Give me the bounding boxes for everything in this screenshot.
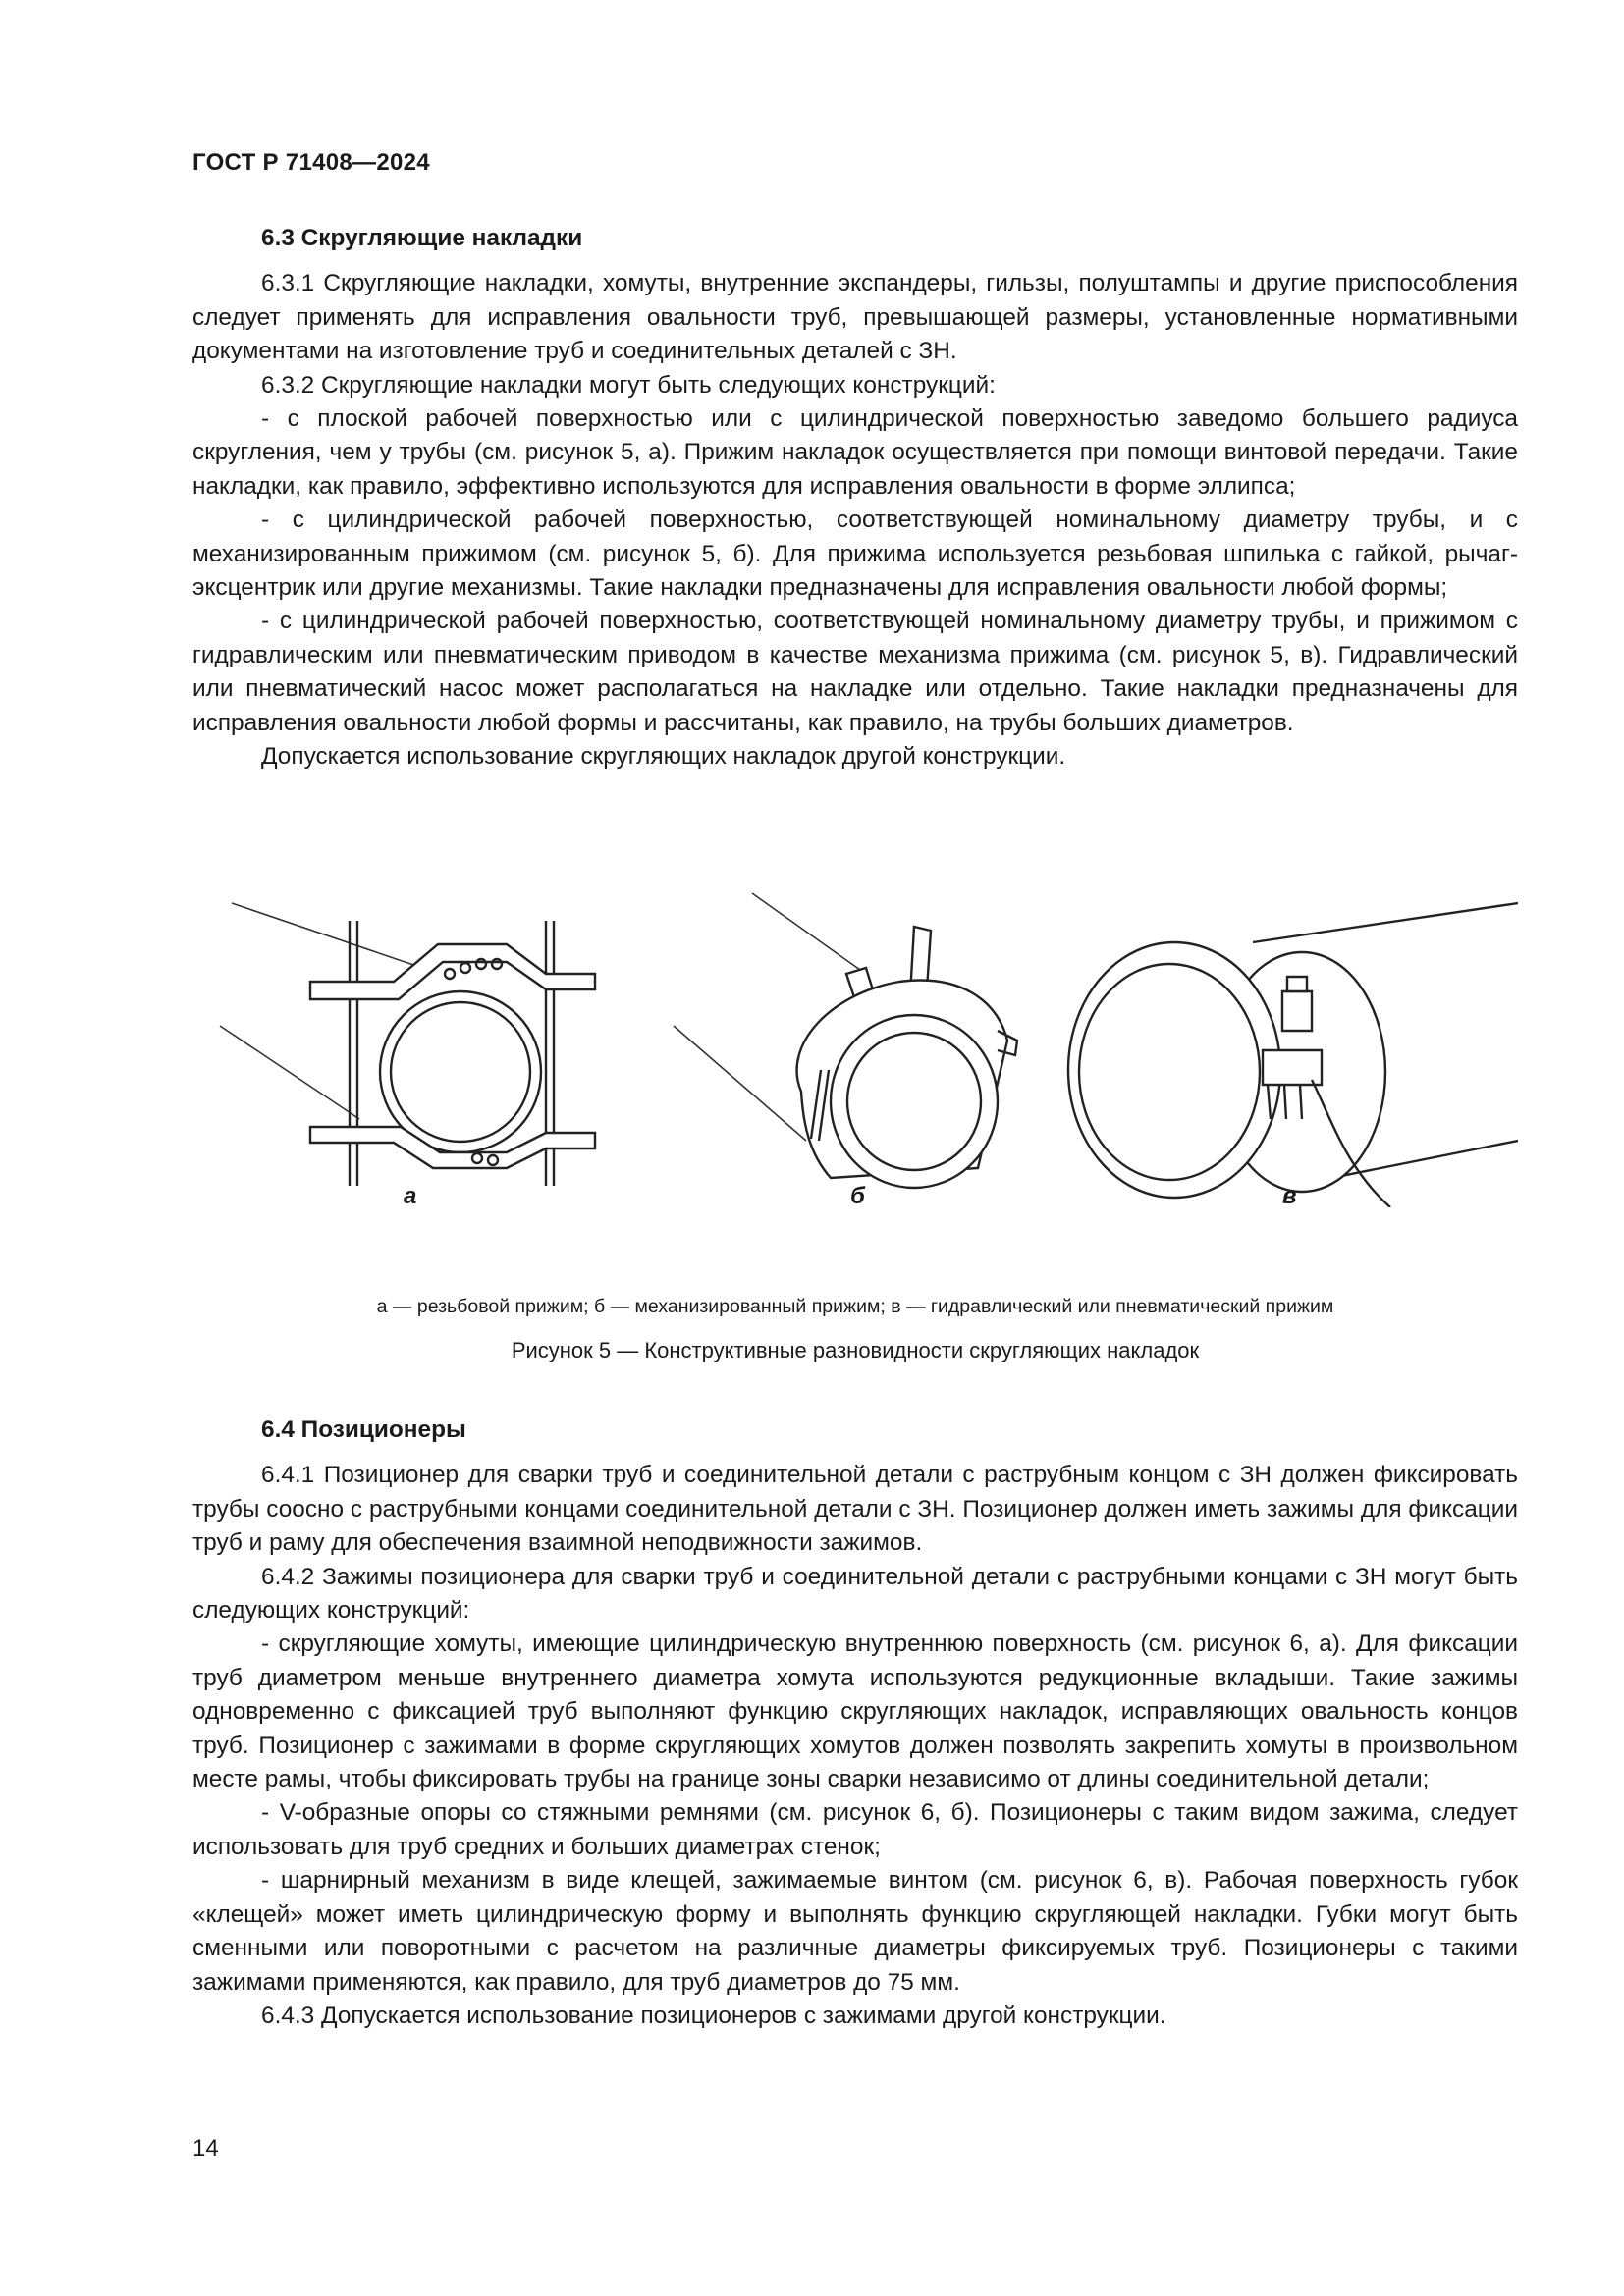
list-item-mechanized: - с цилиндрической рабочей поверхностью, соответствующей номинальному диаметру трубы, и с механизированным прижимом (см. рисунок 5, б). Для прижима используется резьбовая шпилька с гайкой, рычаг-эксцентрик или другие механизмы. Такие накладки предназначены для исправления овальности любой формы;: [192, 507, 1518, 602]
paragraph-6-4-1: 6.4.1 Позиционер для сварки труб и соединительной детали с раструбным концом с ЗН должен фиксировать трубы соосно с раструбными концами соединительной детали с ЗН. Позиционер должен иметь зажимы для фиксации труб и раму для обеспечения взаимной неподвижности зажимов.: [192, 1462, 1518, 1557]
figure-5-caption: Рисунок 5 — Конструктивные разновидности скругляющих накладок: [511, 1338, 1200, 1362]
illustration-mechanized-clamp: [674, 893, 1017, 1188]
figure-5: [192, 883, 1518, 1207]
section-6-4: [192, 1414, 1518, 2033]
document-header: ГОСТ Р 71408—2024: [192, 149, 430, 176]
list-item-flat-surface: - с плоской рабочей поверхностью или с цилиндрической поверхностью заведомо большего радиуса скругления, чем у трубы (см. рисунок 5, а). Прижим накладок осуществляется при помощи винтовой передачи. Такие накладки, как правило, эффективно используются для исправления овальности в форме эллипса;: [192, 405, 1518, 500]
paragraph-6-4-3: 6.4.3 Допускается использование позиционеров с зажимами другой конструкции.: [261, 2002, 1166, 2029]
subfigure-label-a: а: [404, 1183, 417, 1209]
paragraph-other-constructions: Допускается использование скругляющих накладок другой конструкции.: [261, 743, 1066, 771]
illustration-threaded-clamp: [220, 903, 595, 1186]
list-item-hydraulic: - с цилиндрической рабочей поверхностью, соответствующей номинальному диаметру трубы, и прижимом с гидравлическим или пневматическим приводом в качестве механизма прижима (см. рисунок 5, в). Гидравлический или пневматический насос может располагаться на накладке или отдельно. Такие накладки предназначены для исправления овальности любой формы и рассчитаны, как правило, на трубы больших диаметров.: [192, 608, 1518, 736]
paragraph-6-4-2: 6.4.2 Зажимы позиционера для сварки труб и соединительной детали с раструбными концами с ЗН могут быть следующих конструкций:: [192, 1563, 1518, 1625]
illustration-hydraulic-clamp: [1068, 903, 1518, 1207]
paragraph-6-3-2: 6.3.2 Скругляющие накладки могут быть следующих конструкций:: [261, 371, 996, 399]
paragraph-6-3-1: 6.3.1 Скругляющие накладки, хомуты, внутренние экспандеры, гильзы, полуштампы и другие приспособления следует применять для исправления овальности труб, превышающей размеры, установленные нормативными документами на изготовление труб и соединительных деталей с ЗН.: [192, 270, 1518, 365]
figure-5-drawing: [192, 883, 1518, 1207]
page-number: 14: [192, 2135, 219, 2162]
list-item-hinged-mechanism: - шарнирный механизм в виде клещей, зажимаемые винтом (см. рисунок 6, в). Рабочая поверхность губок «клещей» может иметь цилиндрическую форму и выполнять функцию скругляющей накладки. Губки могут быть сменными или поворотными с расчетом на различные диаметры фиксируемых труб. Позиционеры с такими зажимами применяются, как правило, для труб диаметров до 75 мм.: [192, 1867, 1518, 1996]
section-6-4-title: 6.4 Позиционеры: [261, 1416, 466, 1443]
list-item-v-supports: - V-образные опоры со стяжными ремнями (см. рисунок 6, б). Позиционеры с таким видом зажима, следует использовать для труб средних и больших диаметрах стенок;: [192, 1799, 1518, 1860]
figure-5-legend: а — резьбовой прижим; б — механизированный прижим; в — гидравлический или пневматический прижим: [376, 1296, 1334, 1317]
list-item-round-clamps: - скругляющие хомуты, имеющие цилиндрическую внутреннюю поверхность (см. рисунок 6, а). Для фиксации труб диаметром меньше внутреннего диаметра хомута используются редукционные вкладыши. Такие зажимы одновременно с фиксацией труб выполняют функцию скругляющих накладок, исправляющих овальность концов труб. Позиционер с зажимами в форме скругляющих хомутов должен позволять закрепить хомуты в произвольном месте рамы, чтобы фиксировать трубы на границе зоны сварки независимо от длины соединительной детали;: [192, 1630, 1518, 1793]
section-6-3: [192, 222, 1518, 774]
subfigure-label-b: б: [850, 1183, 865, 1209]
subfigure-label-c: в: [1282, 1183, 1297, 1209]
section-6-3-title: 6.3 Скругляющие накладки: [261, 225, 583, 251]
